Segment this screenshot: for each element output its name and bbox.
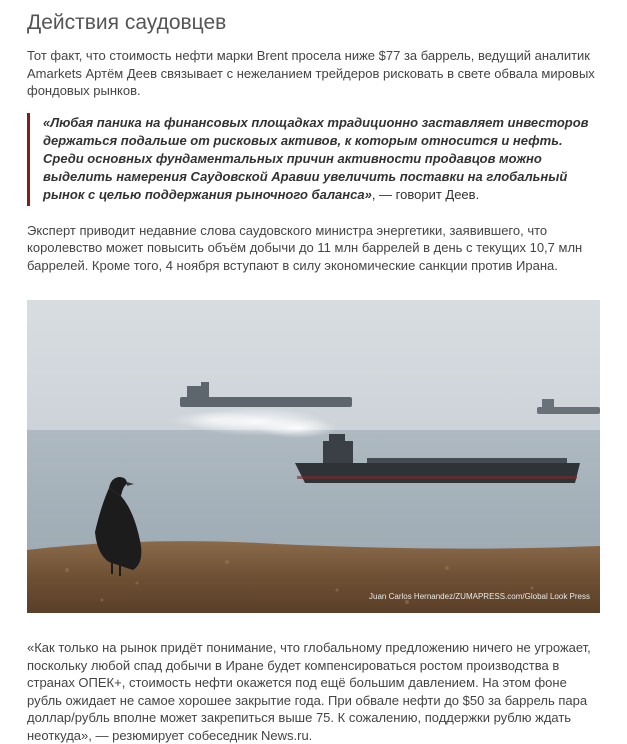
article-photo xyxy=(27,300,600,613)
body-paragraph-3: «Как только на рынок придёт понимание, что глобальному предложению ничего не угрожает, поскольку любой спад добычи в Иране будет компенсироваться ростом производства в странах ОПЕК+, стоимость нефти окажется под ещё большим давлением. На этом фоне рубль ожидает не самое хорошее закрытие года. При обвале нефти до $50 за баррель пара доллар/рубль вполне может закрепиться выше 75. К сожалению, поддержки рублю ждать неоткуда», — резюмирует собеседник News.ru. xyxy=(27,640,591,743)
photo-credit: Juan Carlos Hernandez/ZUMAPRESS.com/Global Look Press xyxy=(369,592,590,601)
blockquote xyxy=(27,113,600,206)
seascape-photo xyxy=(27,300,600,613)
body-paragraph-2: Эксперт приводит недавние слова саудовского министра энергетики, заявившего, что королевство может повысить объём добычи до 11 млн баррелей в день с текущих 10,7 млн баррелей. Кроме того, 4 ноября вступают в силу экономические санкции против Ирана. xyxy=(27,222,583,273)
intro-paragraph: Тот факт, что стоимость нефти марки Brent просела ниже $77 за баррель, ведущий аналитик Amarkets Артём Деев связывает с нежеланием трейдеров рисковать в свете обвала мировых фондовых рынков. xyxy=(27,48,595,98)
section-heading: Действия саудовцев xyxy=(27,11,227,34)
quote-attribution: , — говорит Деев. xyxy=(371,186,480,202)
quote-text: «Любая паника на финансовых площадках традиционно заставляет инвесторов держаться подальше от рисковых активов, к которым относится и нефть. Среди основных фундаментальных причин активности продавцов можно выделить намерения Саудовской Аравии увеличить поставки на глобальный рынок с целью поддержания рыночного баланса» xyxy=(43,114,589,202)
